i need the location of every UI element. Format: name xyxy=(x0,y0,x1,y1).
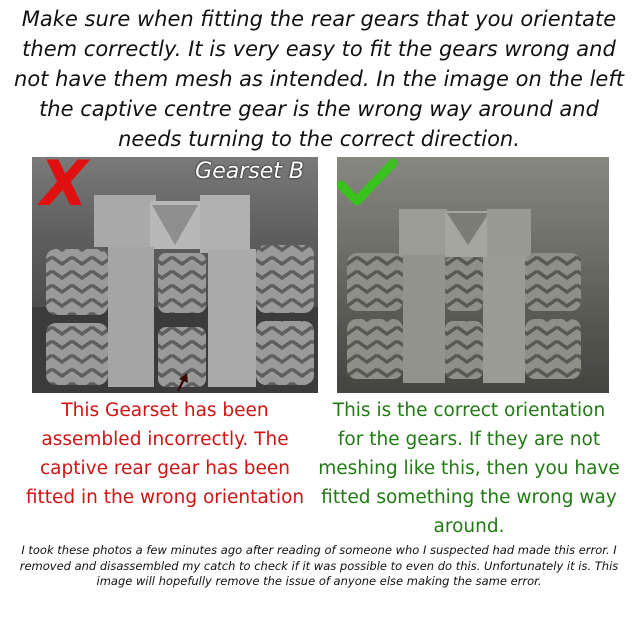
gearset-b-label: Gearset B xyxy=(195,159,304,184)
red-x-mark: X xyxy=(40,157,88,220)
incorrect-assembly-text: This Gearset has been assembled incorrectly. The captive rear gear has been fitted in the wrong orientation xyxy=(25,400,305,508)
photo-incorrect-gearset xyxy=(32,157,318,393)
green-checkmark-icon xyxy=(337,157,397,207)
correct-orientation-text: This is the correct orientation for the gears. If they are not meshing like this, then you have fitted something the wrong way around. xyxy=(318,400,620,537)
footnote-text: I took these photos a few minutes ago after reading of someone who I suspected had made this error. I removed and disassembled my catch to check if it was possible to even do this. Unfortunately it is. This image will hopefully remove the issue of anyone else making the same error. xyxy=(19,543,619,588)
photo-correct-gearset xyxy=(337,157,609,393)
headline-text: Make sure when fitting the rear gears that you orientate them correctly. It is very easy to fit the gears wrong and not have them mesh as intended. In the image on the left the captive centre gear is the wrong way around and needs turning to the correct direction. xyxy=(14,7,624,151)
